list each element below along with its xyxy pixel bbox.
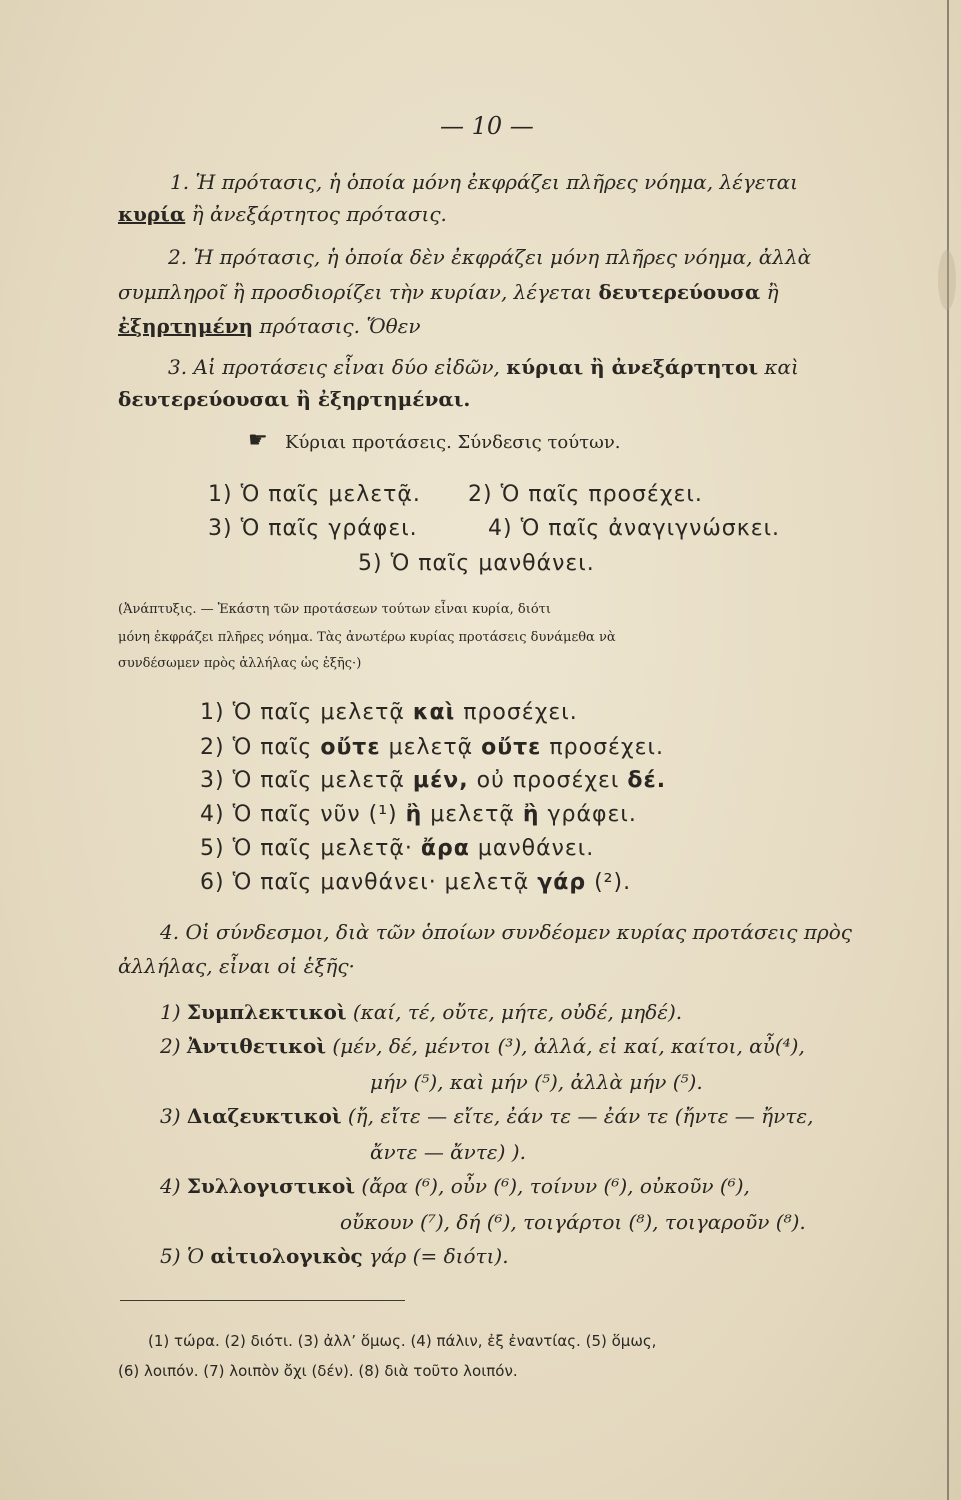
example-5: 5) Ὁ παῖς μανθάνει.: [358, 551, 595, 576]
term-deutereuousa: δευτερεύουσα: [598, 280, 761, 304]
list-item-4-text: (ἄρα (⁶), οὖν (⁶), τοίνυν (⁶), οὐκοῦν (⁶),: [355, 1174, 750, 1198]
list-item-4-term: Συλλογιστικοὶ: [186, 1174, 356, 1198]
list-item-1-number: 1): [160, 1000, 187, 1024]
combined-example-3-mid: οὐ προσέχει: [468, 768, 628, 793]
paragraph-3-line-1-end: καὶ: [758, 355, 799, 379]
conjunction-list-item-1: [160, 1000, 682, 1024]
term-kyria: κυρία: [118, 202, 186, 226]
section-heading: Κύριαι προτάσεις. Σύνδεσις τούτων.: [285, 432, 621, 453]
example-2: 2) Ὁ παῖς προσέχει.: [468, 482, 703, 507]
conjunction-list-item-5: [160, 1244, 509, 1268]
paragraph-3-line-2: δευτερεύουσαι ἢ ἐξηρτημέναι.: [118, 387, 471, 411]
footnote-divider: [120, 1300, 405, 1301]
combined-example-5-rest: μανθάνει.: [469, 836, 595, 861]
conjunction-list-item-4-continued: οὔκουν (⁷), δή (⁶), τοιγάρτοι (⁸), τοιγαροῦν (⁸).: [340, 1210, 806, 1234]
paragraph-3-line-1: [168, 355, 799, 379]
page-number: — 10 —: [440, 112, 534, 140]
conjunction-e-2: ἢ: [522, 802, 540, 827]
combined-example-2-text: 2) Ὁ παῖς: [200, 735, 321, 760]
paragraph-2-line-1: 2. Ἡ πρότασις, ἡ ὁποία δὲν ἐκφράζει μόνη πλῆρες νόημα, ἀλλὰ: [168, 245, 812, 269]
analysis-line-1: (Ἀνάπτυξις. — Ἑκάστη τῶν προτάσεων τούτων εἶναι κυρία, διότι: [118, 602, 551, 617]
list-item-3-text: (ἤ, εἴτε — εἴτε, ἐάν τε — ἐάν τε (ἤντε — ἤντε,: [341, 1104, 814, 1128]
list-item-2-text: (μέν, δέ, μέντοι (³), ἀλλά, εἰ καί, καίτοι, αὖ(⁴),: [326, 1034, 805, 1058]
conjunction-de: δέ.: [627, 768, 667, 793]
analysis-line-3: συνδέσωμεν πρὸς ἀλλήλας ὡς ἑξῆς·): [118, 656, 362, 671]
page-edge: [947, 0, 949, 1500]
paragraph-4-line-2: ἀλλήλας, εἶναι οἱ ἑξῆς·: [118, 954, 355, 978]
conjunction-oute-2: οὔτε: [481, 735, 542, 760]
list-item-3-term: Διαζευκτικοὶ: [186, 1104, 342, 1128]
combined-example-1-rest: προσέχει.: [455, 700, 578, 725]
list-item-3-number: 3): [160, 1104, 187, 1128]
paragraph-2-line-3: [118, 314, 421, 338]
conjunction-men: μέν,: [412, 768, 469, 793]
paper-stain: [938, 250, 956, 310]
paragraph-2-line-3-rest: πρότασις. Ὅθεν: [253, 314, 421, 338]
paragraph-1-line-2-rest: ἢ ἀνεξάρτητος πρότασις.: [185, 202, 447, 226]
term-exertimeni: ἐξηρτημένη: [118, 314, 254, 338]
combined-example-6-rest: (²).: [586, 870, 632, 895]
paragraph-3-line-1-text: 3. Αἱ προτάσεις εἶναι δύο εἰδῶν,: [168, 355, 507, 379]
combined-example-2: [200, 735, 664, 760]
list-item-1-text: (καί, τέ, οὔτε, μήτε, οὐδέ, μηδέ).: [346, 1000, 683, 1024]
conjunction-oute-1: οὔτε: [320, 735, 381, 760]
combined-example-1-text: 1) Ὁ παῖς μελετᾷ: [200, 700, 413, 725]
list-item-1-term: Συμπλεκτικοὶ: [186, 1000, 347, 1024]
paragraph-1-line-1: 1. Ἡ πρότασις, ἡ ὁποία μόνη ἐκφράζει πλῆρες νόημα, λέγεται: [170, 170, 799, 194]
example-3: 3) Ὁ παῖς γράφει.: [208, 516, 418, 541]
paragraph-1-line-2: [118, 202, 447, 226]
conjunction-list-item-2: [160, 1034, 805, 1058]
combined-example-6-text: 6) Ὁ παῖς μανθάνει· μελετᾷ: [200, 870, 538, 895]
combined-example-4-rest: γράφει.: [539, 802, 637, 827]
combined-example-5: [200, 836, 594, 861]
example-4: 4) Ὁ παῖς ἀναγιγνώσκει.: [488, 516, 781, 541]
combined-example-4: [200, 802, 637, 827]
paragraph-2-line-2-end: ἢ: [760, 280, 779, 304]
conjunction-gar: γάρ: [537, 870, 587, 895]
footnotes-line-1: (1) τώρα. (2) διότι. (3) ἀλλ’ ὅμως. (4) πάλιν, ἐξ ἐναντίας. (5) ὅμως,: [148, 1332, 657, 1350]
conjunction-list-item-4: [160, 1174, 750, 1198]
combined-example-5-text: 5) Ὁ παῖς μελετᾷ·: [200, 836, 421, 861]
list-item-2-term: Ἀντιθετικοὶ: [186, 1034, 327, 1058]
combined-example-4-text: 4) Ὁ παῖς νῦν (¹): [200, 802, 406, 827]
list-item-2-number: 2): [160, 1034, 187, 1058]
paragraph-4-line-1: 4. Οἱ σύνδεσμοι, διὰ τῶν ὁποίων συνδέομεν κυρίας προτάσεις πρὸς: [160, 920, 852, 944]
combined-example-1: [200, 700, 578, 725]
list-item-5-number: 5) Ὁ: [160, 1244, 211, 1268]
combined-example-2-rest: προσέχει.: [541, 735, 664, 760]
conjunction-e-1: ἢ: [405, 802, 423, 827]
paragraph-2-line-2: [118, 280, 779, 304]
combined-example-4-mid: μελετᾷ: [422, 802, 523, 827]
conjunction-ara: ἄρα: [420, 836, 470, 861]
conjunction-list-item-3-continued: ἄντε — ἄντε) ).: [370, 1140, 526, 1164]
analysis-line-2: μόνη ἐκφράζει πλῆρες νόημα. Τὰς ἀνωτέρω κυρίας προτάσεις δυνάμεθα νὰ: [118, 630, 616, 645]
list-item-5-term: αἰτιολογικὸς: [210, 1244, 363, 1268]
combined-example-3: [200, 768, 666, 793]
conjunction-kai: καὶ: [412, 700, 456, 725]
combined-example-6: [200, 870, 631, 895]
example-1: 1) Ὁ παῖς μελετᾷ.: [208, 482, 421, 507]
combined-example-3-text: 3) Ὁ παῖς μελετᾷ: [200, 768, 413, 793]
combined-example-2-mid: μελετᾷ: [380, 735, 482, 760]
conjunction-list-item-2-continued: μήν (⁵), καὶ μήν (⁵), ἀλλὰ μήν (⁵).: [370, 1070, 703, 1094]
paragraph-2-line-2-text: συμπληροῖ ἢ προσδιορίζει τὴν κυρίαν, λέγεται: [118, 280, 599, 304]
footnotes-line-2: (6) λοιπόν. (7) λοιπὸν ὄχι (δέν). (8) διὰ τοῦτο λοιπόν.: [118, 1362, 518, 1380]
term-kyriai: κύριαι ἢ ἀνεξάρτητοι: [506, 355, 759, 379]
list-item-4-number: 4): [160, 1174, 187, 1198]
pointing-hand-icon: ☛: [248, 428, 268, 453]
list-item-5-text: γάρ (= διότι).: [362, 1244, 509, 1268]
conjunction-list-item-3: [160, 1104, 813, 1128]
